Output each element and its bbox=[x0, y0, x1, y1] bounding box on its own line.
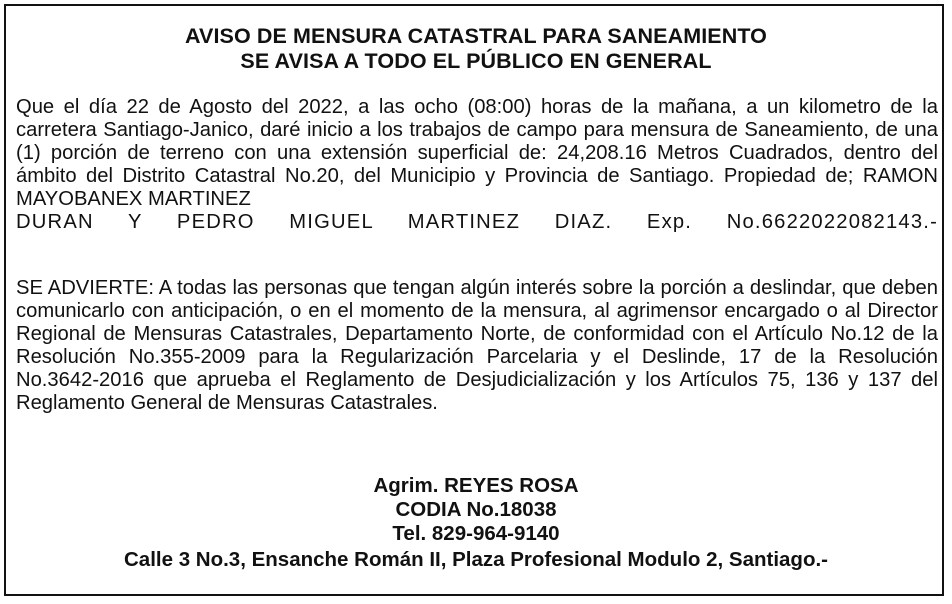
notice-title: AVISO DE MENSURA CATASTRAL PARA SANEAMIENTO bbox=[184, 24, 768, 48]
signer-address: Calle 3 No.3, Ensanche Román II, Plaza Profesional Modulo 2, Santiago.- bbox=[124, 548, 828, 571]
paragraph-1-last-line: DURAN Y PEDRO MIGUEL MARTINEZ DIAZ. Exp. No.6622022082143.- bbox=[16, 210, 938, 233]
notice-paragraph-1 bbox=[16, 96, 938, 233]
paragraph-1-text: Que el día 22 de Agosto del 2022, a las ocho (08:00) horas de la mañana, a un kilometro de la carretera Santiago-Janico, daré inicio a los trabajos de campo para mensura de Saneamiento, de una (1) porción de terreno con una extensión superficial de: 24,208.16 Metros Cuadrados, dentro del ámbito del Distrito Catastral No.20, del Municipio y Provincia de Santiago. Propiedad de; RAMON MAYOBANEX MARTINEZ bbox=[16, 96, 938, 210]
notice-subtitle: SE AVISA A TODO EL PÚBLICO EN GENERAL bbox=[240, 49, 712, 73]
notice-paragraph-2: SE ADVIERTE: A todas las personas que tengan algún interés sobre la porción a deslindar, que deben comunicarlo con anticipación, o en el momento de la mensura, al agrimensor encargado o al Director Regional de Mensuras Catastrales, Departamento Norte, de conformidad con el Artículo No.12 de la Resolución No.355-2009 para la Regularización Parcelaria y el Deslinde, 17 de la Resolución No.3642-2016 que aprueba el Reglamento de Desjudicialización y los Artículos 75, 136 y 137 del Reglamento General de Mensuras Catastrales. bbox=[16, 277, 938, 414]
signer-codia: CODIA No.18038 bbox=[395, 498, 557, 521]
signer-phone: Tel. 829-964-9140 bbox=[392, 522, 560, 545]
signer-name: Agrim. REYES ROSA bbox=[373, 474, 579, 497]
